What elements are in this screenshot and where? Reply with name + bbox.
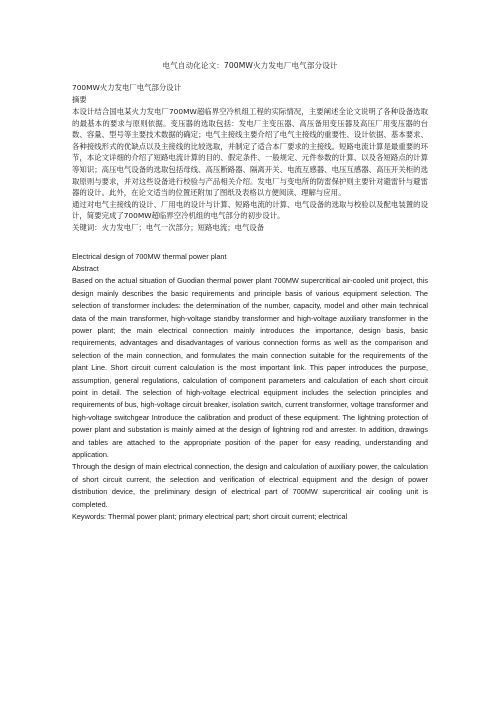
en-abstract-heading: Abstract [72, 263, 99, 273]
en-title: Electrical design of 700MW thermal power plant [72, 251, 227, 261]
cn-subtitle: 700MW火力发电厂电气部分设计 [72, 83, 182, 92]
en-keywords: Keywords: Thermal power plant; primary electrical part; short circuit current; electrical [72, 512, 348, 522]
cn-keywords: 关键词：火力发电厂；电气一次部分；短路电流；电气设备 [72, 222, 265, 232]
en-abstract-paragraph-2: Through the design of main electrical connection, the design and calculation of auxiliary power, the calculation of short circuit current, the selection and verification of electrical equipment and the design of power distribution device, the preliminary design of electrical part of 700MW supercritical air cooling unit is completed. [72, 462, 428, 509]
cn-abstract-heading: 摘要 [72, 95, 87, 104]
document-body [72, 60, 428, 523]
en-abstract-paragraph-1: Based on the actual situation of Guodian thermal power plant 700MW supercritical air-cooled unit project, this design mainly describes the basic requirements and principle basis of various equipment selection. The selection of transformer includes: the determination of the number, capacity, model and other main technical data of the main transformer, high-voltage standby transformer and high-voltage auxiliary transformer in the power plant; the main electrical connection mainly introduces the importance, design basis, basic requirements, advantages and disadvantages of various connection forms as well as the comparison and selection of the main connection, and formulates the main connection suitable for the requirements of the plant Line. Short circuit current calculation is the most important link. This paper introduces the purpose, assumption, general regulations, calculation of component parameters and calculation of each short circuit point in detail. The selection of high-voltage electrical equipment includes the selection principles and requirements of bus, high-voltage circuit breaker, isolation switch, current transformer, voltage transformer and high-voltage switchgear Introduce the calibration and product of these equipment. The lightning protection of power plant and substation is mainly aimed at the design of lightning rod and arrester. In addition, drawings and tables are attached to the appropriate position of the paper for easy reading, understanding and application. [72, 276, 428, 460]
cn-abstract-paragraph-2: 通过对电气主接线的设计、厂用电的设计与计算、短路电流的计算、电气设备的选取与校验以及配电装置的设计，简要完成了700MW超临界空冷机组的电气部分的初步设计。 [72, 199, 428, 221]
section-spacer [72, 234, 428, 251]
document-title: 电气自动化论文：700MW火力发电厂电气部分设计 [162, 61, 338, 70]
cn-abstract-paragraph-1: 本设计结合国电某火力发电厂700MW超临界空冷机组工程的实际情况，主要阐述全论文说明了各种设备选取的最基本的要求与原则依据。变压器的选取包括：发电厂主变压器、高压备用变压器及高压厂用变压器的台数、容量、型号等主要技术数据的确定；电气主接线主要介绍了电气主接线的重要性、设计依据、基本要求、各种接线形式的优缺点以及主接线的比较选取，并制定了适合本厂要求的主接线。短路电流计算是最重要的环节，本论文详细的介绍了短路电流计算的目的、假定条件、一般规定、元件参数的计算、以及各短路点的计算等知识；高压电气设备的选取包括母线、高压断路器、隔离开关、电流互感器、电压互感器、高压开关柜的选取原则与要求，并对这些设备进行校验与产品相关介绍。发电厂与变电所的防雷保护则主要针对避雷针与避雷器的设计。此外，在论文适当的位置还附加了图纸及表格以方便阅读、理解与应用。 [72, 107, 428, 198]
